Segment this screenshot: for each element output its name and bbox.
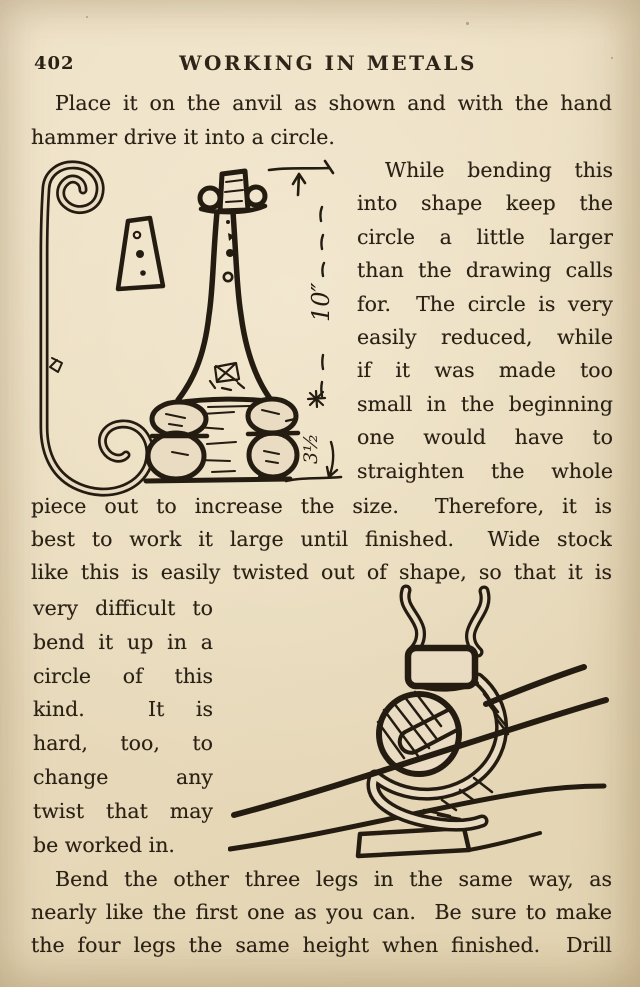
text-line: circle of this: [33, 663, 213, 688]
text-line: While bending this: [385, 158, 613, 182]
text-line: straighten the whole: [357, 458, 613, 483]
text-line: best to work it large until finished. Wide stock: [31, 527, 612, 551]
text-line: twist that may: [33, 798, 213, 823]
paper-speck: [611, 57, 613, 59]
text-line: one would have to: [357, 425, 613, 450]
page-number: 402: [34, 53, 75, 74]
text-line: easily reduced, while: [357, 324, 613, 349]
paragraph-bending: [357, 154, 613, 488]
leg-profile: [178, 171, 271, 400]
text-line: small in the beginning: [357, 391, 613, 416]
figure-forged-leg-drawing: [26, 155, 348, 499]
dim-height-label: 10″: [307, 282, 335, 322]
paper-speck: [466, 22, 469, 25]
paragraph-intro: [31, 87, 612, 154]
tongs: [405, 590, 485, 690]
text-line: hammer drive it into a circle.: [31, 124, 335, 149]
dim-foot-label: 3½: [300, 433, 322, 464]
text-line: hard, too, to: [33, 731, 213, 756]
running-header: WORKING IN METALS: [179, 51, 477, 75]
figure-scroll-on-bar-drawing: [228, 582, 640, 861]
text-line: very difficult to: [33, 596, 213, 620]
paper-speck: [86, 16, 88, 18]
text-line: like this is easily twisted out of shape, so that it is: [31, 560, 612, 584]
text-line: into shape keep the: [357, 191, 613, 216]
text-line: kind. It is: [33, 697, 213, 722]
text-line: piece out to increase the size. Therefore, it is: [31, 494, 612, 518]
paragraph-other-legs: [31, 863, 612, 962]
text-line: than the drawing calls: [357, 258, 613, 283]
paragraph-twist: [33, 592, 213, 862]
text-line: the four legs the same height when finished. Drill: [31, 933, 612, 957]
text-line: change any: [33, 764, 213, 789]
text-line: Bend the other three legs in the same way, as: [55, 867, 612, 891]
text-line: Place it on the anvil as shown and with the hand: [55, 91, 612, 115]
trapezoid-blank: [118, 218, 163, 289]
text-line: circle a little larger: [357, 224, 613, 249]
text-line: for. The circle is very: [357, 291, 613, 316]
text-line: bend it up in a: [33, 629, 213, 654]
paragraph-bending-continued: [31, 490, 612, 589]
text-line: nearly like the first one as you can. Be sure to make: [31, 900, 612, 924]
text-line: if it was made too: [357, 358, 613, 383]
text-line: be worked in.: [33, 832, 175, 857]
bar-far-edge: [486, 667, 584, 704]
rolled-foot: [146, 399, 298, 481]
strip-mark: [50, 358, 62, 372]
